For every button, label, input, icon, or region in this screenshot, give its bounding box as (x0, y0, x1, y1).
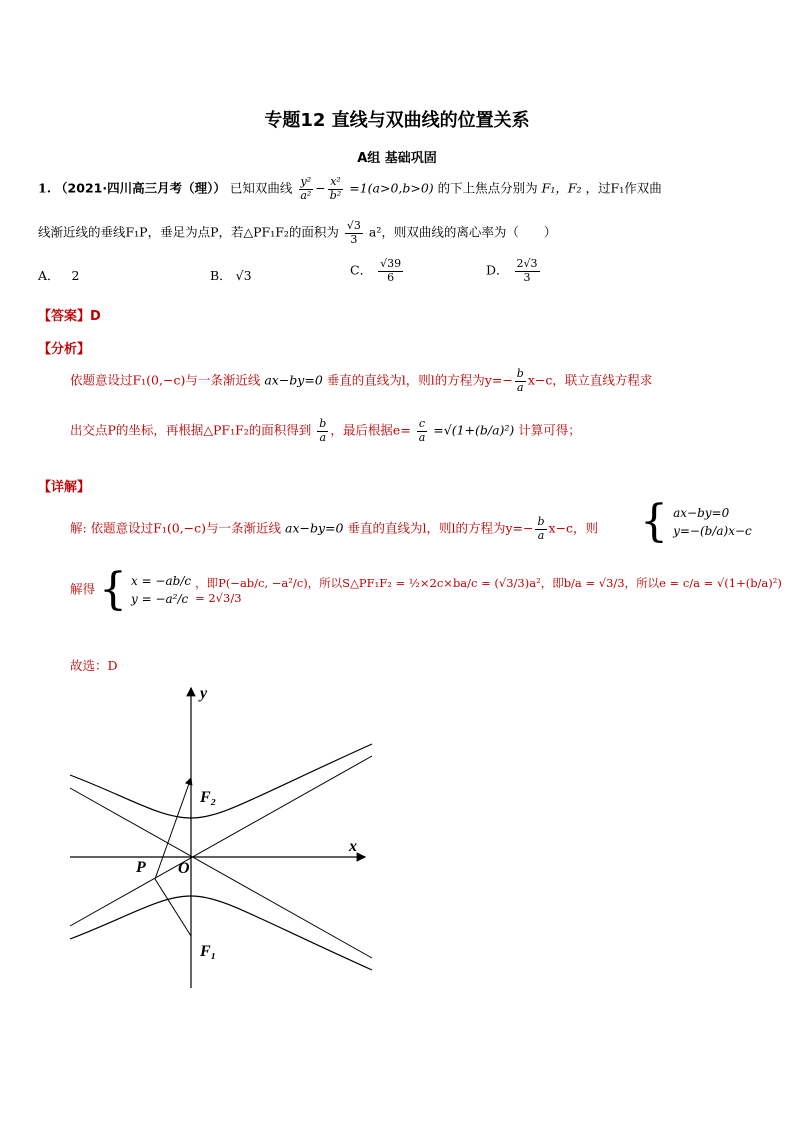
fraction-b-a-3: $\frac{b}{a}$ (537, 515, 545, 542)
fraction-c-a: $\frac{c}{a}$ (418, 417, 426, 444)
detail-text-1a: 解: 依题意设过F₁(0,−c)与一条渐近线 (70, 520, 282, 536)
question-line2-a: 线渐近线的垂线F₁P，垂足为点P，若△PF₁F₂的面积为 (38, 224, 339, 240)
option-c[interactable] (350, 258, 405, 284)
system-1: { ax−by=0 y=−(b/a)x−c (640, 496, 752, 547)
analysis-text-2c: 计算可得； (518, 422, 581, 438)
detail-line-2: 解得 { x = −ab/c y = −a²/c ，即P(−ab/c, −a²/c)，所以S△PF₁F₂ = ½×2c×ba/c = (√3/3)a²，即b/a = √3/3，所以e = c/a = √(1+(b/a)²) = 2√3/3 (70, 568, 785, 612)
detail-asymptote: ax−by=0 (285, 520, 344, 536)
fraction-x2-b2: $\frac{\text{x²}}{\text{b²}}$ (329, 175, 342, 202)
question-source: （2021·四川高三月考（理）） (55, 180, 226, 196)
analysis-text-1c: 垂直的直线为l，则l的方程为y=− (326, 372, 513, 388)
question-line-1: 1. （2021·四川高三月考（理）） 已知双曲线 $\frac{\text{y²}}{\text{a²}}$ − $\frac{\text{x²}}{\text{b²}}$ =1(a>0,b>0) 的下上焦点分别为 F₁，F₂ ，过F₁作双曲 (38, 175, 662, 202)
answer-row (38, 305, 101, 324)
option-c-label: C． (350, 262, 373, 278)
page-title: 专题12 直线与双曲线的位置关系 (264, 110, 530, 131)
option-c-fraction: $\frac{√39}{6}$ (380, 257, 402, 284)
answer-value: D (90, 309, 101, 324)
analysis-text-2a: 出交点P的坐标，再根据△PF₁F₂的面积得到 (70, 422, 312, 438)
question-foci: F₁，F₂ (541, 180, 582, 196)
system-2: x = −ab/c y = −a²/c (130, 574, 192, 606)
hyperbola-svg (60, 680, 380, 1000)
label-F1: F₁ (200, 943, 217, 960)
option-b[interactable] (210, 266, 252, 284)
fraction-b-a: $\frac{b}{a}$ (516, 367, 524, 394)
asymptote-2 (70, 756, 372, 926)
analysis-asymptote: ax−by=0 (264, 372, 323, 388)
question-number: 1. (38, 180, 52, 196)
label-P: P (136, 859, 146, 876)
detail-choose: 故选：D (70, 658, 118, 673)
hyperbola-figure (60, 680, 380, 1000)
analysis-tag: 【分析】 (38, 342, 91, 357)
option-b-label: B． (210, 268, 232, 283)
label-y: y (200, 685, 208, 702)
system-1-top: ax−by=0 (673, 506, 730, 520)
group-heading: A组 基础巩固 (357, 151, 437, 166)
option-d[interactable] (486, 258, 542, 284)
label-x: x (349, 838, 357, 855)
fraction-b-a-2: $\frac{b}{a}$ (319, 417, 327, 444)
line-F1-P (155, 879, 191, 936)
detail-text-2a: 解得 (70, 581, 96, 597)
option-a[interactable] (38, 266, 79, 284)
option-a-label: A． (38, 268, 60, 283)
question-line2-b: a²，则双曲线的离心率为（ ） (368, 224, 557, 240)
detail-line-1 (70, 516, 598, 542)
fraction-sqrt3-3: $\frac{√3}{3}$ (346, 219, 361, 246)
option-d-label: D． (486, 262, 509, 278)
detail-text-1d: x−c，则 (548, 520, 599, 536)
analysis-line-2 (70, 418, 581, 444)
analysis-text-1a: 依题意设过F₁(0,−c)与一条渐近线 (70, 372, 261, 388)
question-line-2 (38, 220, 556, 246)
analysis-text-1d: x−c，联立直线方程求 (527, 372, 653, 388)
label-F2: F₂ (200, 789, 217, 806)
asymptote-1 (70, 788, 372, 958)
detail-tag: 【详解】 (38, 480, 91, 495)
option-d-fraction: $\frac{2√3}{3}$ (516, 257, 538, 284)
analysis-line-1 (70, 368, 652, 394)
detail-text-2b: ，即P(−ab/c, −a²/c)，所以S△PF₁F₂ = ½×2c×ba/c = (√3/3)a²，即b/a = √3/3，所以e = c/a = √(1+(b/a)²) = 2√3/3 (195, 576, 782, 605)
question-text-2: 的下上焦点分别为 (437, 180, 538, 196)
system-1-bottom: y=−(b/a)x−c (673, 524, 752, 538)
answer-tag: 【答案】 (38, 309, 91, 324)
option-a-value: 2 (71, 268, 80, 283)
equation-condition: =1(a>0,b>0) (349, 180, 434, 196)
detail-text-1c: 垂直的直线为l，则l的方程为y=− (347, 520, 534, 536)
eccentricity-formula: =√(1+(b/a)²) (433, 422, 515, 438)
fraction-y2-a2: $\frac{\text{y²}}{\text{a²}}$ (300, 175, 312, 202)
question-text-1: 已知双曲线 (229, 180, 293, 196)
option-b-value: √3 (235, 268, 252, 283)
analysis-text-2b: ，最后根据e= (330, 422, 411, 438)
label-O: O (178, 860, 190, 877)
question-text-3: ，过F₁作双曲 (585, 180, 662, 196)
